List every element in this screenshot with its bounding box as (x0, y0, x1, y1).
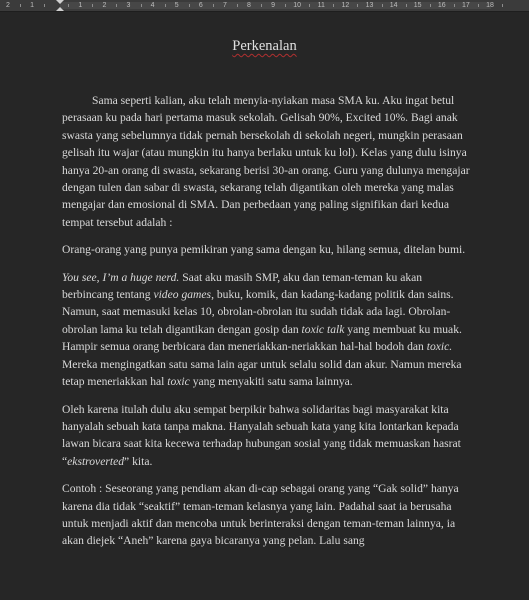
document-body[interactable] (62, 92, 474, 560)
ruler-number: 13 (365, 2, 374, 9)
ruler-number: 1 (78, 2, 83, 9)
ruler-number: 5 (174, 2, 179, 9)
ruler-number: 18 (486, 2, 494, 9)
ruler-tick (454, 4, 455, 7)
horizontal-ruler[interactable] (0, 0, 529, 12)
ruler-number: 10 (293, 2, 302, 9)
paragraph-text: Mereka mengingatkan satu sama lain agar untuk selalu solid dan akur. Namun mereka tetap meneriakkan hal (62, 357, 462, 389)
document-page[interactable] (0, 12, 529, 600)
ruler-number: 3 (126, 2, 131, 9)
paragraph-4 (62, 401, 474, 471)
ruler-number: 17 (461, 2, 470, 9)
ruler-number: 2 (102, 2, 107, 9)
ruler-tick (44, 4, 45, 7)
ruler-number: 6 (198, 2, 203, 9)
ruler-tick (382, 4, 383, 7)
paragraph-text: , buku, komik, dan kadang-kadang politik dan sains. Namun, saat memasuki kelas 10, obrolan-obrolan itu sudah tidak ada lagi. Obrolan-obrolan lama ku telah digantikan dengan gosip dan (62, 288, 454, 336)
ruler-tick (189, 4, 190, 7)
paragraph-1 (62, 92, 474, 231)
ruler-tick (406, 4, 407, 7)
ruler-number: 16 (437, 2, 446, 9)
paragraph-text: Sama seperti kalian, aku telah menyia-nyiakan masa SMA ku. Aku ingat betul perasaan ku pada hari pertama masuk sekolah. Gelisah 90%, Excited 10%. Bagi anak swasta yang sebelumnya tidak pernah bersekolah di sekolah negeri, mungkin perasaan gelisah itu wajar (atau mungkin itu hanya berlaku untuk ku lol). Kelas yang dulu isinya hanya 20-an orang di swasta, sekarang berisi 30-an orang. Guru yang dulunya mengajar dengan tulen dan sabar di swasta, sekarang telah digantikan oleh mereka yang malas mengajar dan emosional di SMA. Dan perbedaan yang paling signifikan dari kedua tempat tersebut adalah : (62, 94, 470, 229)
ruler-tick (478, 4, 479, 7)
paragraph-text: ” kita. (124, 454, 153, 468)
ruler-tick (261, 4, 262, 7)
paragraph-text: Contoh : Seseorang yang pendiam akan di-cap sebagai orang yang “Gak solid” hanya karena dia tidak “seaktif” teman-teman kelasnya yang lain. Padahal saat ia berusaha untuk menjadi aktif dan mencoba untuk berinteraksi dengan teman-teman lainnya, ia akan diejek “Aneh” karena gaya bicaranya yang pelan. Lalu sang (62, 482, 459, 548)
ruler-tick (333, 4, 334, 7)
ruler-number: 11 (317, 2, 325, 9)
document-title: Perkenalan (232, 38, 297, 54)
italic-phrase: toxic (167, 375, 190, 389)
paragraph-text: yang menyakiti satu sama lainnya. (189, 375, 353, 389)
ruler-tick (502, 4, 503, 7)
ruler-number: 2 (6, 2, 10, 9)
ruler-tick (285, 4, 286, 7)
ruler-tick (20, 4, 21, 7)
ruler-tick (116, 4, 117, 7)
paragraph-text: Oleh karena itulah dulu aku sempat berpikir bahwa solidaritas bagi masyarakat kita hanyalah sebuah kata tanpa makna. Hanyalah sebuah kata yang kita lontarkan kepada lawan bicara saat kita kecewa terhadap hubungan sosial yang tidak memuaskan hasrat “ (62, 402, 461, 468)
ruler-tick (309, 4, 310, 7)
ruler-number: 1 (30, 2, 35, 9)
ruler-number: 8 (247, 2, 251, 9)
italic-phrase: video games (153, 288, 212, 302)
ruler-tick (165, 4, 166, 7)
ruler-tick (213, 4, 214, 7)
italic-phrase: toxic talk (301, 322, 345, 336)
paragraph-text: Saat aku masih SMP, aku dan teman-teman ku akan berbincang tentang (62, 270, 423, 302)
ruler-number: 14 (389, 2, 398, 9)
ruler-tick (68, 4, 69, 7)
ruler-track (60, 2, 491, 9)
paragraph-5 (62, 480, 474, 550)
ruler-number: 9 (271, 2, 276, 9)
paragraph-text: Orang-orang yang punya pemikiran yang sama dengan ku, hilang semua, ditelan bumi. (62, 243, 466, 257)
ruler-number: 15 (413, 2, 422, 9)
ruler-tick (141, 4, 142, 7)
ruler-number: 12 (341, 2, 350, 9)
italic-phrase: You see, I’m a huge nerd. (62, 270, 180, 284)
ruler-tick (237, 4, 238, 7)
paragraph-text: yang membuat ku muak. Hampir semua orang berbicara dan meneriakkan-neriakkan hal-hal bodoh dan (62, 322, 462, 354)
paragraph-3 (62, 269, 474, 391)
ruler-number: 7 (222, 2, 227, 9)
indent-marker-icon[interactable] (56, 0, 64, 11)
italic-phrase: ekstroverted (67, 454, 125, 468)
paragraph-2 (62, 241, 474, 258)
italic-phrase: toxic. (426, 340, 453, 354)
ruler-tick (357, 4, 358, 7)
ruler-number: 4 (150, 2, 155, 9)
ruler-tick (92, 4, 93, 7)
ruler-tick (430, 4, 431, 7)
